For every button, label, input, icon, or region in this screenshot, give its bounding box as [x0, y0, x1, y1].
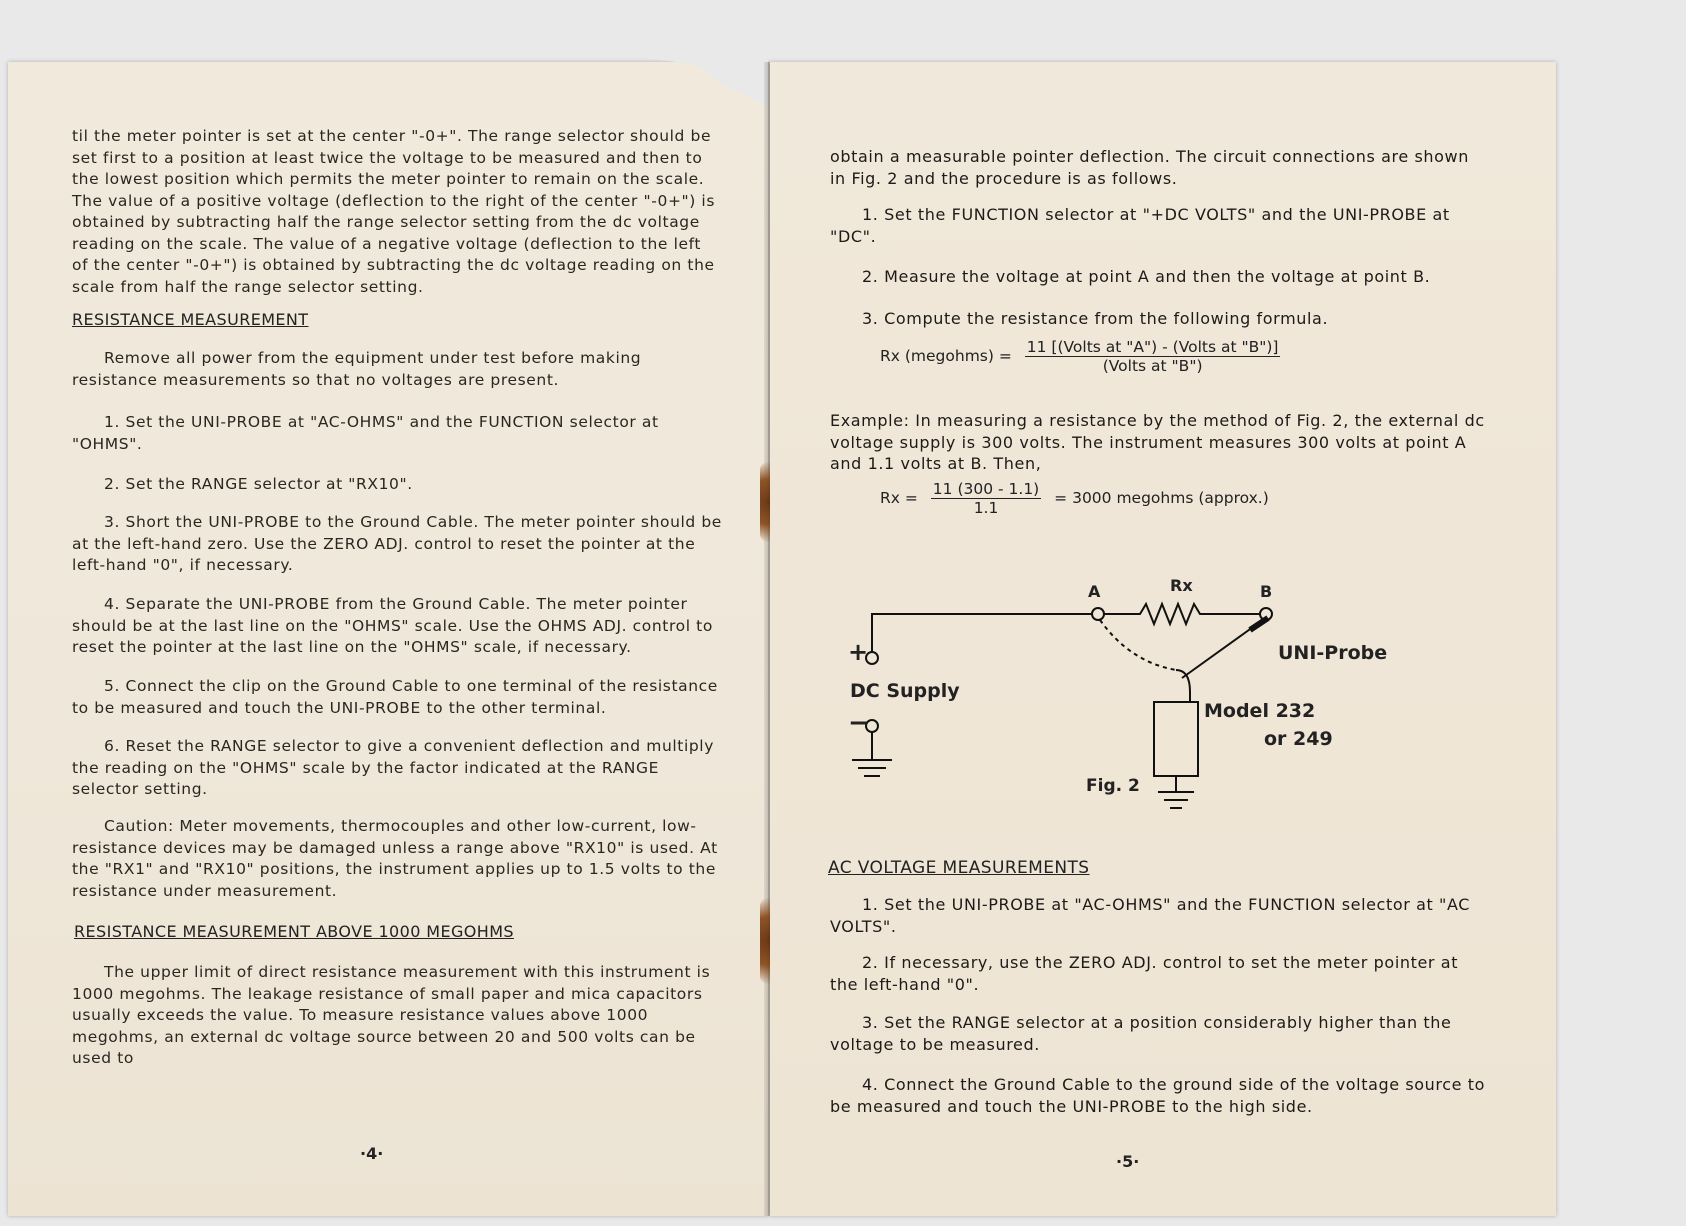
formula-example-denominator: 1.1	[973, 499, 999, 517]
example-paragraph: Example: In measuring a resistance by the method of Fig. 2, the external dc voltage supply is 300 volts. The instrument measures 300 volts at point A and 1.1 volts at B. Then,	[830, 411, 1485, 473]
fig-2-caption: Fig. 2	[1086, 776, 1140, 796]
formula-example-numerator: 11 (300 - 1.1)	[932, 480, 1040, 498]
rx-label: Rx	[1170, 576, 1193, 595]
minus-label: −	[848, 708, 870, 738]
point-a-terminal	[1092, 608, 1104, 620]
formula-example	[880, 480, 1440, 517]
paragraph-upper-limit: The upper limit of direct resistance measurement with this instrument is 1000 megohms. The leakage resistance of small paper and mica capacitors usually exceeds the value. To measure resistance values above 1000 megohms, an external dc voltage source between 20 and 500 volts can be used to	[72, 963, 711, 1067]
fig-2-circuit-diagram	[830, 576, 1530, 842]
page-number-4: ·4·	[360, 1144, 384, 1163]
dc-supply-label: DC Supply	[850, 680, 960, 702]
point-a-label: A	[1088, 582, 1101, 601]
step-4: 4. Separate the UNI-PROBE from the Ground Cable. The meter pointer should be at the last line on the "OHMS" scale. Use the OHMS ADJ. control to reset the pointer at the last line on the "OHMS" scale, if necessary.	[72, 595, 713, 656]
heading-ac-voltage: AC VOLTAGE MEASUREMENTS	[828, 858, 1090, 878]
formula-rx	[880, 338, 1440, 375]
step-2: 2. Set the RANGE selector at "RX10".	[104, 475, 413, 493]
model-instrument-box	[1154, 702, 1198, 776]
point-b-label: B	[1260, 582, 1273, 601]
open-booklet	[8, 62, 1556, 1216]
circuit-svg	[830, 582, 1530, 842]
paragraph-voltage-value: til the meter pointer is set at the center "-0+". The range selector should be set first to a position at least twice the voltage to be measured and then to the lowest position which permits the meter pointer to remain on the scale. The value of a positive voltage (deflection to the right of the center "-0+") is obtained by subtracting half the range selector setting from the dc voltage reading on the scale. The value of a negative voltage (deflection to the left of the center "-0+") is obtained by subtracting the dc voltage reading on the scale from half the range selector setting.	[72, 127, 716, 296]
caution-paragraph: Caution: Meter movements, thermocouples and other low-current, low-resistance devices may be damaged unless a range above "RX10" is used. At the "RX1" and "RX10" positions, the instrument applies up to 1.5 volts to the resistance under measurement.	[72, 817, 718, 900]
formula-rx-denominator: (Volts at "B")	[1102, 357, 1203, 375]
paragraph-intro: obtain a measurable pointer deflection. The circuit connections are shown in Fig. 2 and the procedure is as follows.	[830, 147, 1469, 188]
right-page	[770, 62, 1556, 1216]
uni-probe-body	[1182, 622, 1260, 678]
step-3: 3. Short the UNI-PROBE to the Ground Cable. The meter pointer should be at the left-hand zero. Use the ZERO ADJ. control to reset the pointer at the left-hand "0", if necessary.	[72, 513, 722, 574]
ac-step-1: 1. Set the UNI-PROBE at "AC-OHMS" and the FUNCTION selector at "AC VOLTS".	[830, 895, 1471, 936]
dc-step-1: 1. Set the FUNCTION selector at "+DC VOLTS" and the UNI-PROBE at "DC".	[830, 205, 1450, 246]
dc-step-2: 2. Measure the voltage at point A and then the voltage at point B.	[862, 267, 1431, 286]
uni-probe-label: UNI-Probe	[1278, 642, 1388, 664]
heading-resistance-measurement: RESISTANCE MEASUREMENT	[72, 310, 309, 329]
resistor-rx	[1104, 604, 1260, 624]
paragraph-remove-power: Remove all power from the equipment under test before making resistance measurements so that no voltages are present.	[72, 349, 642, 389]
model-label-line-1: Model 232	[1204, 700, 1316, 722]
step-6: 6. Reset the RANGE selector to give a convenient deflection and multiply the reading on the "OHMS" scale by the factor indicated at the RANGE selector setting.	[72, 737, 714, 798]
uni-probe-tip	[1250, 618, 1268, 630]
dc-step-3: 3. Compute the resistance from the following formula.	[862, 309, 1329, 328]
ac-step-2: 2. If necessary, use the ZERO ADJ. control to set the meter pointer at the left-hand "0".	[830, 953, 1459, 994]
heading-resistance-above-1000: RESISTANCE MEASUREMENT ABOVE 1000 MEGOHMS	[74, 922, 514, 941]
formula-rx-numerator: 11 [(Volts at "A") - (Volts at "B")]	[1026, 338, 1279, 356]
dashed-lead	[1100, 620, 1176, 670]
formula-example-lhs: Rx =	[880, 489, 918, 507]
model-label-line-2: or 249	[1264, 728, 1333, 750]
left-page	[8, 62, 769, 1216]
step-1: 1. Set the UNI-PROBE at "AC-OHMS" and the FUNCTION selector at "OHMS".	[72, 413, 659, 453]
supply-wire	[872, 614, 1092, 652]
formula-example-result: = 3000 megohms (approx.)	[1054, 489, 1269, 507]
step-5: 5. Connect the clip on the Ground Cable to one terminal of the resistance to be measured and touch the UNI-PROBE to the other terminal.	[72, 677, 718, 717]
ac-step-3: 3. Set the RANGE selector at a position considerably higher than the voltage to be measured.	[830, 1013, 1452, 1054]
plus-label: +	[848, 638, 869, 666]
formula-rx-lhs: Rx (megohms) =	[880, 347, 1012, 365]
page-number-5: ·5·	[1116, 1152, 1140, 1171]
ac-step-4: 4. Connect the Ground Cable to the ground side of the voltage source to be measured and touch the UNI-PROBE to the high side.	[830, 1075, 1486, 1116]
